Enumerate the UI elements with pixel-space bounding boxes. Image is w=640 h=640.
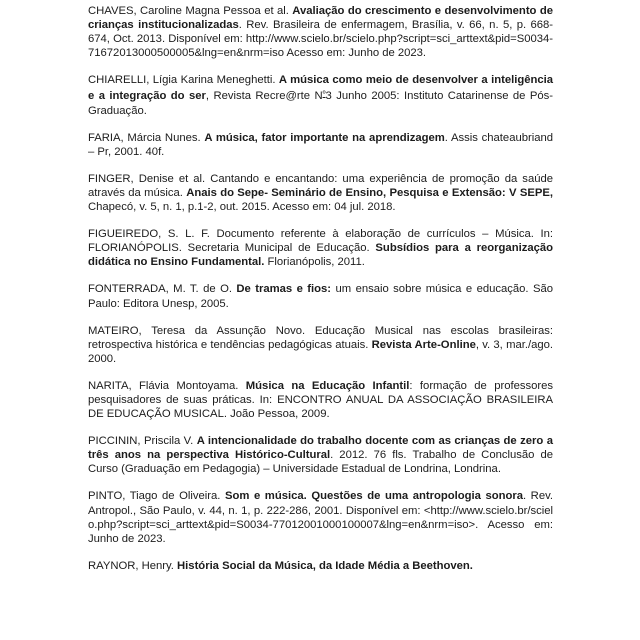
reference-text: . 2012. 76 fls. Trabalho de Conclusão de Curso (Graduação em Pedagogia) – Universidade Estadual de Londrina, Londrina.: [88, 449, 553, 476]
reference-text: Chapecó, v. 5, n. 1, p.1-2, out. 2015. Acesso em: 04 jul. 2018.: [88, 201, 396, 214]
bibliography-entry: [88, 434, 553, 476]
work-title: Avaliação do crescimento e desenvolvimento de crianças institucionalizadas: [88, 5, 553, 32]
reference-url[interactable]: http://www.scielo.br/scielo.php?script=sci_arttext&pid=S0034-71672013000500005&lng=en&nrm=iso: [88, 33, 553, 60]
reference-text: . Rev. Antropol., São Paulo, v. 44, n. 1, p. 222-286, 2001. Disponível em: <: [88, 490, 553, 517]
bibliography-entry: [88, 559, 553, 573]
work-title: Subsídios para a reorganização didática no Ensino Fundamental.: [88, 242, 553, 269]
bibliography-entry: [88, 227, 553, 269]
work-title: De tramas e fios:: [236, 283, 332, 296]
reference-text: PICCININ, Priscila V.: [88, 435, 197, 448]
reference-text: : formação de professores pesquisadores de suas práticas. In: ENCONTRO ANUAL DA ASSOCIAÇÃO BRASILEIRA DE EDUCAÇÃO MUSICAL. João Pessoa, 2009.: [88, 379, 554, 421]
reference-text: . Rev. Brasileira de enfermagem, Brasília, v. 66, n. 5, p. 668- 674, Oct. 2013. Disponível em:: [88, 19, 553, 46]
reference-text: >. Acesso em: Junho de 2023.: [88, 518, 553, 545]
reference-text: , Revista Recre@rte N: [205, 90, 323, 103]
bibliography-entry: [88, 4, 553, 60]
reference-text: um ensaio sobre música e educação. São Paulo: Editora Unesp, 2005.: [88, 283, 553, 310]
bibliography-entry: [88, 73, 553, 117]
reference-text: MATEIRO, Teresa da Assunção Novo. Educação Musical nas escolas brasileiras: retrospectiva histórica e tendências pedagógicas atuais.: [88, 324, 553, 351]
bibliography-list: [88, 4, 553, 573]
reference-text: . Assis chateaubriand – Pr, 2001. 40f.: [88, 131, 554, 158]
reference-text: NARITA, Flávia Montoyama.: [88, 379, 246, 392]
reference-text: FINGER, Denise et al. Cantando e encantando: uma experiência de promoção da saúde através da música.: [88, 172, 553, 199]
bibliography-entry: [88, 324, 553, 366]
work-title: História Social da Música, da Idade Média a Beethoven.: [177, 559, 473, 572]
reference-text: CHIARELLI, Lígia Karina Meneghetti.: [88, 74, 279, 87]
work-title: Música na Educação Infantil: [245, 379, 410, 392]
work-title: Anais do Sepe- Seminário de Ensino, Pesquisa e Extensão: V SEPE,: [186, 186, 553, 199]
reference-url[interactable]: http://www.scielo.br/scielo.php?script=sci_arttext&pid=S0034-77012001000100007&lng=en&nrm=iso: [88, 504, 553, 531]
work-title: A música como meio de desenvolver a inteligência e a integração do ser: [88, 74, 553, 103]
work-title: Revista Arte-Online: [371, 338, 476, 351]
reference-text: Acesso em: Junho de 2023.: [283, 47, 427, 60]
bibliography-entry: [88, 379, 553, 421]
work-title: A intencionalidade do trabalho docente com as crianças de zero a três anos na perspectiva Histórico-Cultural: [88, 435, 553, 462]
reference-text: FIGUEIREDO, S. L. F. Documento referente à elaboração de currículos – Música. In: FLORIANÓPOLIS. Secretaria Municipal de Educação.: [88, 228, 553, 255]
reference-text: Florianópolis, 2011.: [264, 256, 365, 269]
ordinal-indicator: º: [322, 89, 326, 99]
reference-text: RAYNOR, Henry.: [88, 559, 178, 572]
work-title: A música, fator importante na aprendizagem: [204, 131, 445, 144]
work-title: Som e música. Questões de uma antropologia sonora: [224, 490, 523, 503]
reference-text: PINTO, Tiago de Oliveira.: [88, 490, 225, 503]
bibliography-entry: [88, 282, 553, 310]
reference-text: , v. 3, mar./ago. 2000.: [88, 338, 553, 365]
reference-text: FONTERRADA, M. T. de O.: [88, 283, 237, 296]
bibliography-entry: [88, 131, 553, 159]
reference-text: FARIA, Márcia Nunes.: [88, 131, 205, 144]
bibliography-entry: [88, 489, 553, 545]
reference-text: 3 Junho 2005: Instituto Catarinense de Pós-Graduação.: [88, 90, 554, 117]
bibliography-entry: [88, 172, 553, 214]
reference-text: CHAVES, Caroline Magna Pessoa et al.: [88, 5, 293, 17]
